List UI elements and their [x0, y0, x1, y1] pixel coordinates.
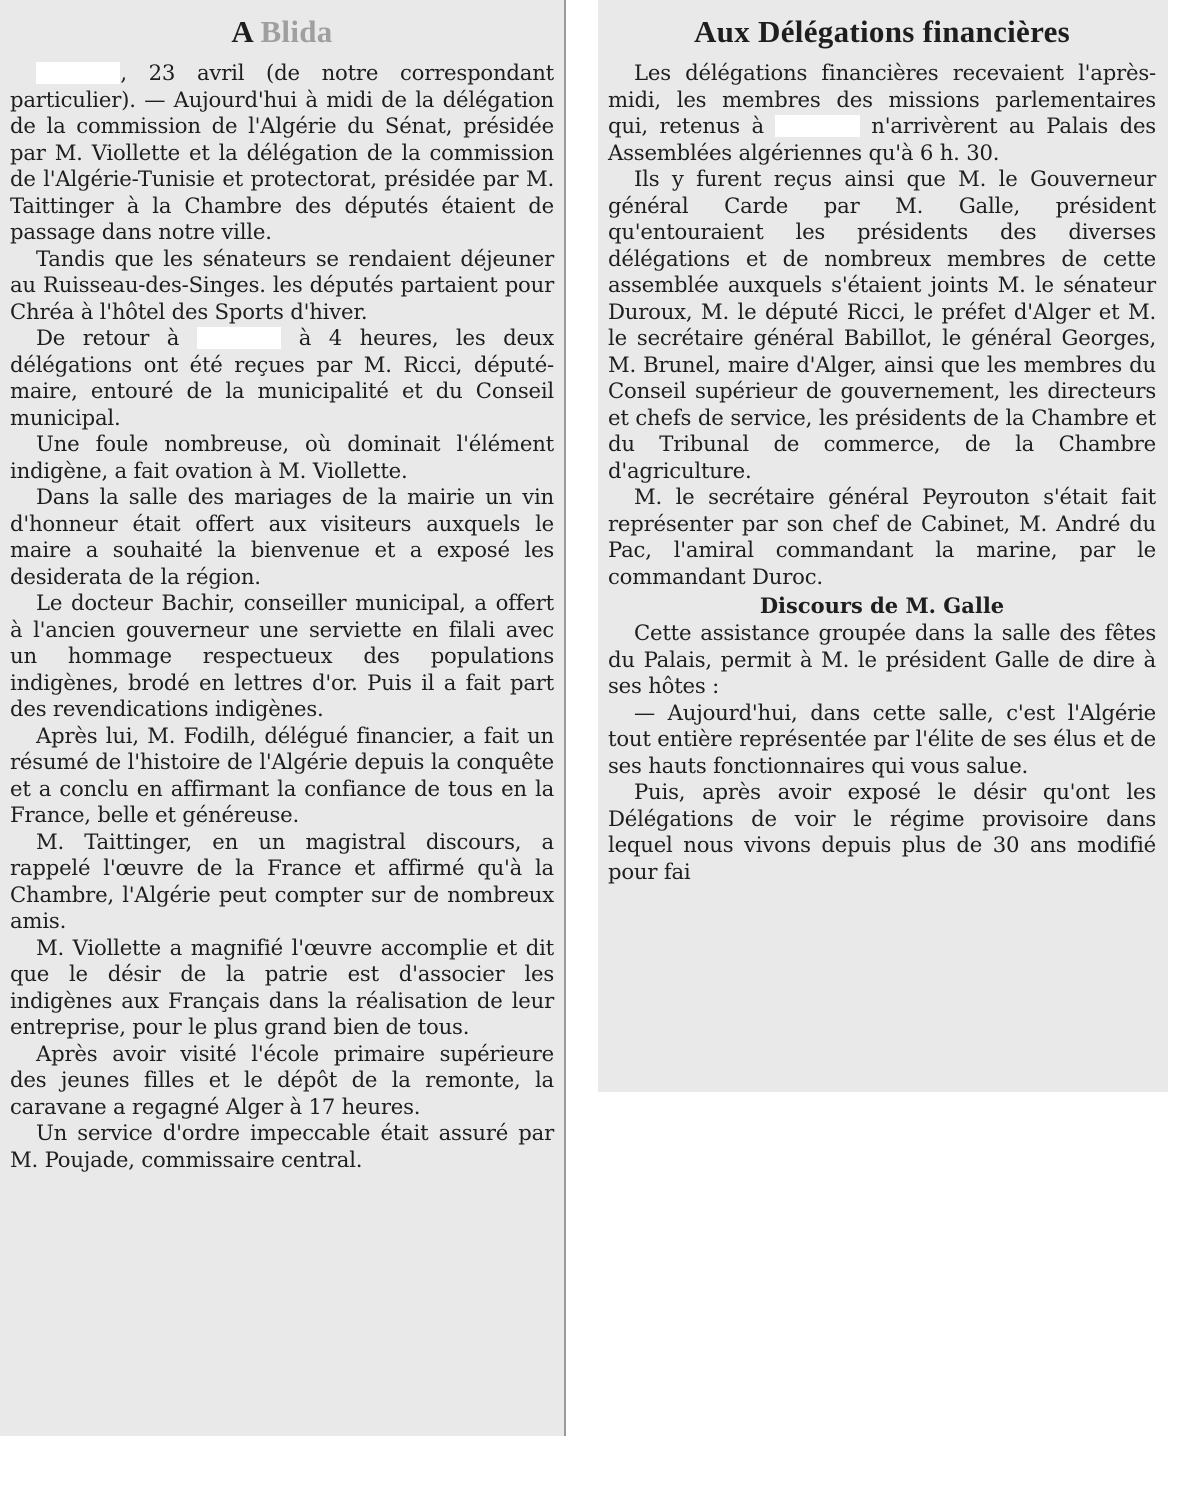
left-headline-place: Blida: [260, 14, 333, 49]
right-paragraph-5: — Aujourd'hui, dans cette salle, c'est l'Algérie tout entière représentée par l'élite de ses élus et de ses hauts fonctionnaires qui vous salue.: [608, 699, 1156, 778]
redacted-place-name: Blida: [197, 327, 281, 349]
left-paragraph-10: Après avoir visité l'école primaire supérieure des jeunes filles et le dépôt de la remonte, la caravane a regagné Alger à 17 heures.: [10, 1040, 554, 1119]
right-paragraph-1-end: n'arrivèrent au Palais des Assemblées algériennes qu'à 6 h. 30.: [608, 113, 1156, 165]
left-paragraph-1: [10, 60, 554, 246]
right-paragraph-4: Cette assistance groupée dans la salle des fêtes du Palais, permit à M. le président Galle de dire à ses hôtes :: [608, 620, 1156, 698]
left-paragraph-3-end: à 4 heures, les deux délégations ont été reçues par M. Ricci, député-maire, entouré de la municipalité et du Conseil municipal.: [10, 325, 555, 430]
right-subheading: Discours de M. Galle: [759, 593, 1005, 618]
redacted-place-name: Blida: [36, 62, 120, 84]
left-paragraph-3-start: De retour à: [36, 325, 180, 350]
right-paragraph-2: Ils y furent reçus ainsi que M. le Gouverneur général Carde par M. Galle, président qu'entouraient les présidents des diverses délégations et de nombreux membres de cette assemblée auxquels s'étaient joints M. le sénateur Duroux, M. le député Ricci, le préfet d'Alger et M. le secrétaire général Babillot, le général Georges, M. Brunel, maire d'Alger, ainsi que les membres du Conseil supérieur de gouvernement, les directeurs et chefs de service, les présidents de la Chambre et du Tribunal de commerce, de la Chambre d'agriculture.: [608, 166, 1156, 483]
left-paragraph-4: Une foule nombreuse, où dominait l'élément indigène, a fait ovation à M. Viollette.: [10, 431, 554, 483]
redacted-place-name: Blida: [775, 115, 859, 137]
left-paragraph-7: Après lui, M. Fodilh, délégué financier, a fait un résumé de l'histoire de l'Algérie depuis la conquête et a conclu en affirmant la confiance de tous en la France, belle et généreuse.: [10, 722, 554, 827]
left-headline-a: A: [231, 14, 253, 49]
left-paragraph-3: [10, 325, 554, 431]
right-article-clipping: [598, 0, 1168, 1092]
left-paragraph-8: M. Taittinger, en un magistral discours, a rappelé l'œuvre de la France et affirmé qu'à la Chambre, l'Algérie peut compter sur de nombreux amis.: [10, 828, 554, 933]
left-paragraph-6: Le docteur Bachir, conseiller municipal, a offert à l'ancien gouverneur une serviette en filali avec un hommage respectueux des populations indigènes, brodé en lettres d'or. Puis il a fait part des revendications indigènes.: [10, 590, 554, 721]
right-paragraph-1-start: Les délégations financières recevaient l'après-midi, les membres des missions parlementaires qui, retenus à: [608, 60, 1156, 138]
right-paragraph-3: M. le secrétaire général Peyrouton s'était fait représenter par son chef de Cabinet, M. André du Pac, l'amiral commandant la marine, par le commandant Duroc.: [608, 484, 1156, 589]
left-paragraph-9: M. Viollette a magnifié l'œuvre accomplie et dit que le désir de la patrie est d'associer les indigènes aux Français dans la réalisation de leur entreprise, pour le plus grand bien de tous.: [10, 934, 554, 1039]
left-article-clipping: [0, 0, 566, 1436]
left-paragraph-5: Dans la salle des mariages de la mairie un vin d'honneur était offert aux visiteurs auxquels le maire a souhaité la bienvenue et a exposé les desiderata de la région.: [10, 484, 554, 589]
left-paragraph-11: Un service d'ordre impeccable était assuré par M. Poujade, commissaire central.: [10, 1120, 554, 1172]
right-paragraph-6: Puis, après avoir exposé le désir qu'ont les Délégations de voir le régime provisoire dans lequel nous vivons depuis plus de 30 ans modifié pour fai: [608, 779, 1156, 884]
right-headline: Aux Délégations financières: [693, 14, 1071, 49]
left-headline: [10, 14, 554, 50]
left-paragraph-2: Tandis que les sénateurs se rendaient déjeuner au Ruisseau-des-Singes. les députés partaient pour Chréa à l'hôtel des Sports d'hiver.: [10, 245, 554, 324]
right-paragraph-1: [608, 60, 1156, 166]
left-paragraph-1-text: , 23 avril (de notre correspondant particulier). — Aujourd'hui à midi de la délégation de la commission de l'Algérie du Sénat, présidée par M. Viollette et la délégation de la commission de l'Algérie-Tunisie et protectorat, présidée par M. Taittinger à la Chambre des députés étaient de passage dans notre ville.: [10, 60, 554, 244]
